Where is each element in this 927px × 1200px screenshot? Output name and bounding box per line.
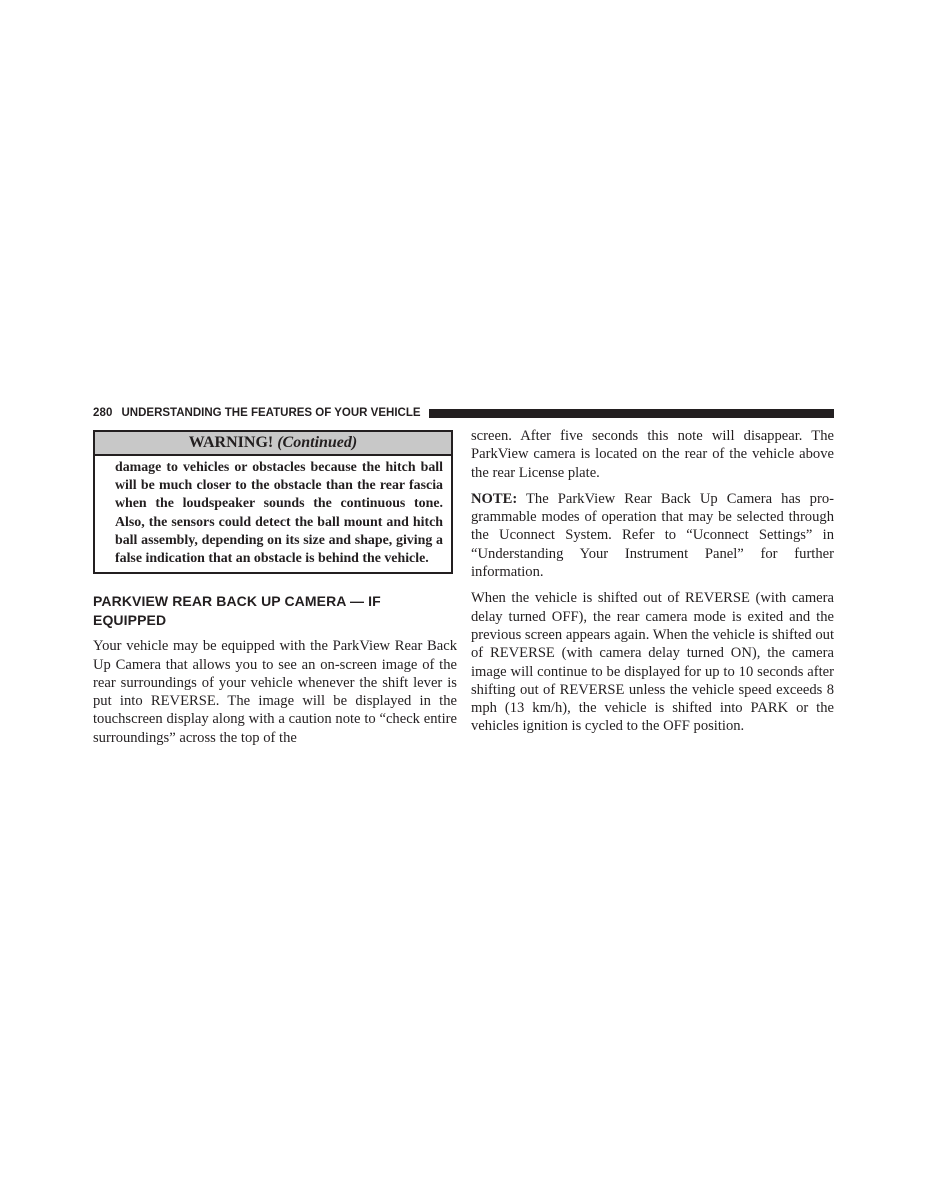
note-paragraph — [471, 490, 834, 581]
warning-title: WARNING! — [188, 434, 274, 451]
page-number: 280 — [93, 407, 113, 419]
right-column — [471, 427, 834, 736]
paragraph-intro-part1: Your vehicle may be equipped with the ParkView Rear Back Up Camera that allows you to see an on-screen image of the rear surroundings of your vehicle whenever the shift lever is put into REVERSE. The image will be displayed in the touchscreen display along with a caution note to “check entire surroundings” across the top of the — [93, 638, 457, 746]
paragraph-intro-part2: screen. After five seconds this note will disappear. The ParkView camera is located on the rear of the vehicle above the rear License plate. — [471, 428, 834, 481]
warning-box — [93, 430, 453, 574]
note-text: The ParkView Rear Back Up Camera has programmable modes of operation that may be selected through the Uconnect System. Refer to “Uconnect Settings” in “Understanding Your Instrument Panel” for further information. — [471, 490, 834, 581]
note-label: NOTE: — [471, 490, 518, 507]
section-heading: PARKVIEW REAR BACK UP CAMERA — IF EQUIPPED — [93, 593, 381, 628]
warning-header — [95, 432, 451, 456]
warning-continued: (Continued) — [277, 434, 358, 451]
left-column — [93, 430, 457, 747]
page-header — [93, 405, 834, 421]
warning-text: damage to vehicles or obstacles because the hitch ball will be much closer to the obstacle than the rear fascia when the loudspeaker sounds the continuous tone. Also, the sensors could detect the ball mount and hitch ball assembly, depending on its size and shape, giving a false indication that an obstacle is behind the vehicle. — [115, 460, 443, 567]
header-rule-bar — [429, 409, 834, 418]
paragraph-reverse-shift: When the vehicle is shifted out of REVERSE (with camera delay turned OFF), the rear camera mode is exited and the previous screen appears again. When the vehicle is shifted out of REVERSE (with camera delay turned ON), the camera image will continue to be displayed for up to 10 seconds after shifting out of REVERSE unless the vehicle speed exceeds 8 mph (13 km/h), the vehicle is shifted into PARK or the vehicles ignition is cycled to the OFF position. — [471, 590, 834, 735]
running-section-title: UNDERSTANDING THE FEATURES OF YOUR VEHICLE — [121, 407, 421, 419]
